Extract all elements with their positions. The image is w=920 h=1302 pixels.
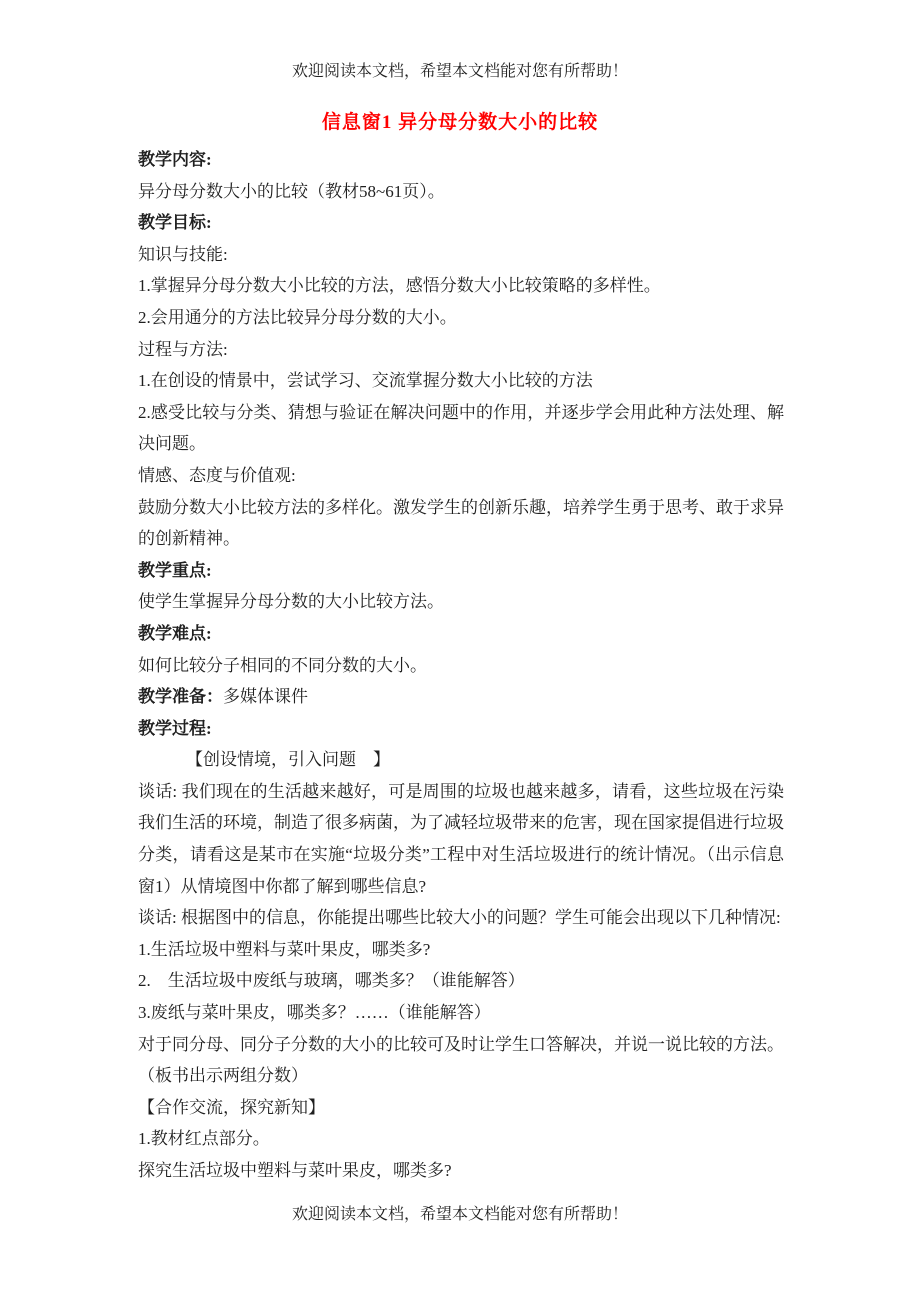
paragraph-teaching-prep-text: 多媒体课件 [223, 687, 308, 707]
paragraph-method-2: 2.感受比较与分类、猜想与验证在解决问题中的作用，并逐步学会用此种方法处理、解决问题。 [138, 402, 784, 454]
heading-teaching-focus: 教学重点: [138, 560, 212, 580]
heading-teaching-prep: 教学准备： [138, 687, 223, 707]
paragraph-teaching-focus-text: 使学生掌握异分母分数的大小比较方法。 [138, 592, 444, 612]
paragraph-talk-2: 谈话: 根据图中的信息，你能提出哪些比较大小的问题？学生可能会出现以下几种情况: [138, 908, 781, 928]
subheading-knowledge-skills: 知识与技能: [138, 244, 228, 264]
paragraph-explore-question: 探究生活垃圾中塑料与菜叶果皮，哪类多? [138, 1161, 452, 1180]
document-body [138, 144, 784, 1187]
paragraph-goal-1: 1.掌握异分母分数大小比较的方法，感悟分数大小比较策略的多样性。 [138, 276, 661, 296]
section-create-situation: 【创设情境，引入问题 】 [186, 750, 390, 770]
paragraph-talk-1: 谈话: 我们现在的生活越来越好，可是周围的垃圾也越来越多，请看，这些垃圾在污染我们生活的环境，制造了很多病菌，为了减轻垃圾带来的危害，现在国家提倡进行垃圾分类，请看这是某市在实施“垃圾分类”工程中对生活垃圾进行的统计情况。（出示信息窗1）从情境图中你都了解到哪些信息? [138, 781, 784, 896]
subheading-emotion-values: 情感、态度与价值观: [138, 465, 296, 485]
heading-teaching-difficulty: 教学难点: [138, 623, 212, 643]
document-title: 信息窗1 异分母分数大小的比较 [321, 112, 599, 133]
paragraph-question-3: 3.废纸与菜叶果皮，哪类多？……（谁能解答） [138, 1003, 491, 1023]
heading-teaching-goals: 教学目标: [138, 213, 212, 233]
paragraph-question-1: 1.生活垃圾中塑料与菜叶果皮，哪类多? [138, 939, 431, 959]
heading-teaching-content: 教学内容: [138, 150, 212, 169]
subheading-process-methods: 过程与方法: [138, 339, 228, 359]
paragraph-goal-2: 2.会用通分的方法比较异分母分数的大小。 [138, 307, 457, 327]
footer-note: 欢迎阅读本文档，希望本文档能对您有所帮助！ [291, 1205, 628, 1223]
paragraph-method-1: 1.在创设的情景中，尝试学习、交流掌握分数大小比较的方法 [138, 371, 593, 391]
paragraph-same-denominator-note: 对于同分母、同分子分数的大小的比较可及时让学生口答解决，并说一说比较的方法。（板书出示两组分数） [138, 1034, 784, 1086]
paragraph-red-dot: 1.教材红点部分。 [138, 1129, 270, 1149]
section-cooperate-explore: 【合作交流，探究新知】 [138, 1097, 325, 1117]
paragraph-teaching-prep [138, 681, 784, 713]
paragraph-question-2: 2. 生活垃圾中废纸与玻璃，哪类多？（谁能解答） [138, 971, 525, 991]
paragraph-teaching-content-text: 异分母分数大小的比较（教材58~61页）。 [138, 181, 445, 201]
heading-teaching-process: 教学过程: [138, 718, 212, 738]
paragraph-emotion-values-text: 鼓励分数大小比较方法的多样化。激发学生的创新乐趣，培养学生勇于思考、敢于求异的创新精神。 [138, 497, 784, 549]
paragraph-teaching-difficulty-text: 如何比较分子相同的不同分数的大小。 [138, 655, 427, 675]
header-note: 欢迎阅读本文档，希望本文档能对您有所帮助！ [291, 63, 628, 80]
